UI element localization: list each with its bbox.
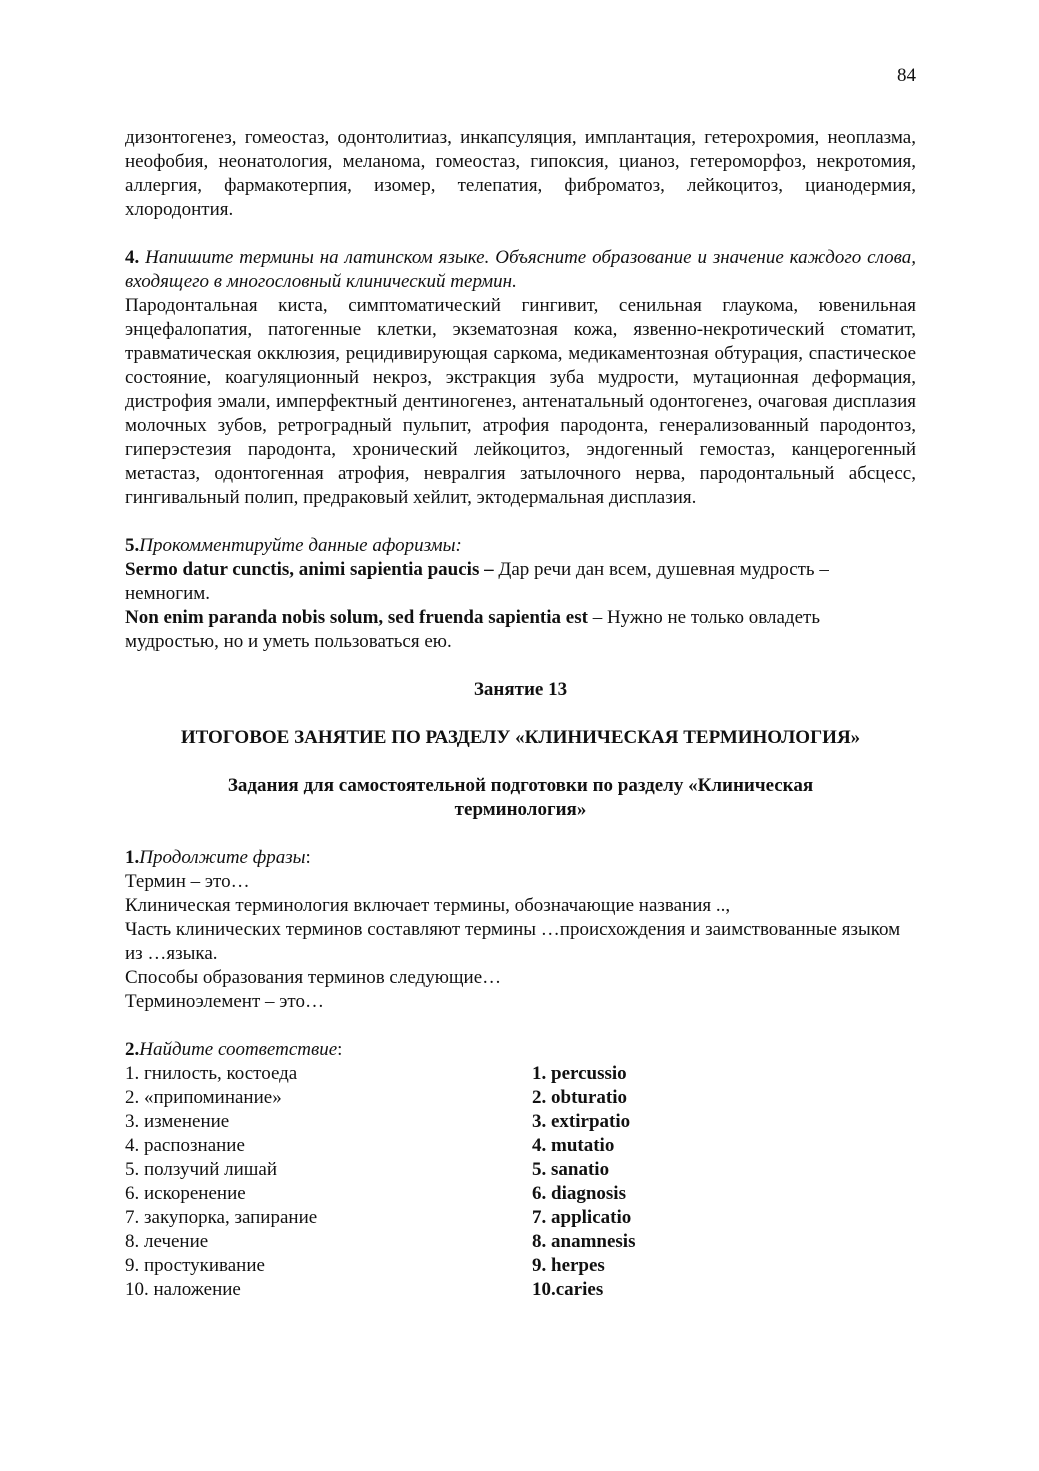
task1-line: Термин – это… (125, 871, 250, 892)
match-latin: 10.caries (532, 1279, 604, 1300)
match-russian: 7. закупорка, запирание (125, 1207, 318, 1228)
match-latin: 9. herpes (532, 1255, 605, 1276)
match-russian: 4. распознание (125, 1135, 245, 1156)
matching-row (125, 1158, 916, 1182)
aphorism-translation: Дар речи дан всем, душевная мудрость – немногим. (125, 559, 829, 604)
task1-colon: : (305, 847, 311, 868)
match-russian: 3. изменение (125, 1111, 230, 1132)
task1-number: 1. (125, 847, 140, 868)
task4-heading (125, 246, 916, 294)
match-latin: 8. anamnesis (532, 1231, 636, 1252)
match-russian: 1. гнилость, костоеда (125, 1063, 298, 1084)
task1-line: Терминоэлемент – это… (125, 991, 324, 1012)
aphorism-1 (125, 558, 916, 606)
aphorism-translation: – Нужно не только овладеть мудростью, но и уметь пользоваться ею. (125, 607, 820, 652)
task1-line: Способы образования терминов следующие… (125, 967, 502, 988)
task5-number: 5. (125, 535, 140, 556)
match-latin: 3. extirpatio (532, 1111, 631, 1132)
match-russian: 2. «припоминание» (125, 1087, 282, 1108)
task1-line: Часть клинических терминов составляют термины …происхождения и заимствованные языком из …языка. (125, 919, 901, 964)
task2-instruction: Найдите соответствие (139, 1039, 338, 1060)
aphorism-2 (125, 606, 916, 654)
page-content (125, 126, 916, 1302)
task4-instruction: Напишите термины на латинском языке. Объясните образование и значение каждого слова, входящего в многословный клинический термин. (125, 247, 916, 292)
match-latin: 7. applicatio (532, 1207, 632, 1228)
matching-row (125, 1086, 916, 1110)
lesson-title: ИТОГОВОЕ ЗАНЯТИЕ ПО РАЗДЕЛУ «КЛИНИЧЕСКАЯ ТЕРМИНОЛОГИЯ» (180, 727, 861, 748)
task1-line: Клиническая терминология включает термины, обозначающие названия .., (125, 895, 731, 916)
match-russian: 6. искоренение (125, 1183, 246, 1204)
match-russian: 5. ползучий лишай (125, 1159, 278, 1180)
matching-row (125, 1254, 916, 1278)
aphorism-latin: Non enim paranda nobis solum, sed fruenda sapientia est (125, 607, 588, 628)
matching-row (125, 1206, 916, 1230)
task5-instruction: Прокомментируйте данные афоризмы: (139, 535, 462, 556)
matching-row (125, 1182, 916, 1206)
matching-row (125, 1134, 916, 1158)
lesson-subtitle: Задания для самостоятельной подготовки по разделу «Клиническая терминология» (227, 775, 814, 820)
page-number: 84 (897, 65, 916, 86)
matching-row (125, 1110, 916, 1134)
task2-number: 2. (125, 1039, 140, 1060)
match-latin: 2. obturatio (532, 1087, 627, 1108)
task2-heading (125, 1038, 916, 1062)
match-latin: 6. diagnosis (532, 1183, 626, 1204)
match-latin: 1. percussio (532, 1063, 627, 1084)
task4-number: 4. (125, 247, 140, 268)
aphorism-latin: Sermo datur cunctis, animi sapientia paucis – (125, 559, 494, 580)
match-latin: 5. sanatio (532, 1159, 610, 1180)
lesson-label: Занятие 13 (473, 679, 568, 700)
task5-heading (125, 534, 916, 558)
task2-colon: : (337, 1039, 343, 1060)
intro-terms-paragraph: дизонтогенез, гомеостаз, одонтолитиаз, инкапсуляция, имплантация, гетерохромия, неоплазма, неофобия, неонатология, меланома, гомеостаз, гипоксия, цианоз, гетероморфоз, некротомия, аллергия, фармакотерпия, изомер, телепатия, фиброматоз, лейкоцитоз, цианодермия, хлородонтия. (125, 127, 916, 220)
match-russian: 10. наложение (125, 1279, 241, 1300)
task1-heading (125, 846, 916, 870)
matching-table (125, 1062, 916, 1302)
match-russian: 9. простукивание (125, 1255, 265, 1276)
match-latin: 4. mutatio (532, 1135, 615, 1156)
matching-row (125, 1278, 916, 1302)
match-russian: 8. лечение (125, 1231, 209, 1252)
matching-row (125, 1230, 916, 1254)
matching-row (125, 1062, 916, 1086)
task1-instruction: Продолжите фразы (139, 847, 306, 868)
task4-body: Пародонтальная киста, симптоматический гингивит, сенильная глаукома, ювенильная энцефалопатия, патогенные клетки, экзематозная кожа, язвенно-некротический стоматит, травматическая окклюзия, рецидивирующая саркома, медикаментозная обтурация, спастическое состояние, коагуляционный некроз, экстракция зуба мудрости, мутационная деформация, дистрофия эмали, имперфектный дентиногенез, антенатальный одонтогенез, очаговая дисплазия молочных зубов, ретроградный пульпит, атрофия пародонта, генерализованный пародонтоз, гиперэстезия пародонта, хронический лейкоцитоз, эндогенный гемостаз, канцерогенный метастаз, одонтогенная атрофия, невралгия затылочного нерва, пародонтальный абсцесс, гингивальный полип, предраковый хейлит, эктодермальная дисплазия. (125, 295, 916, 508)
